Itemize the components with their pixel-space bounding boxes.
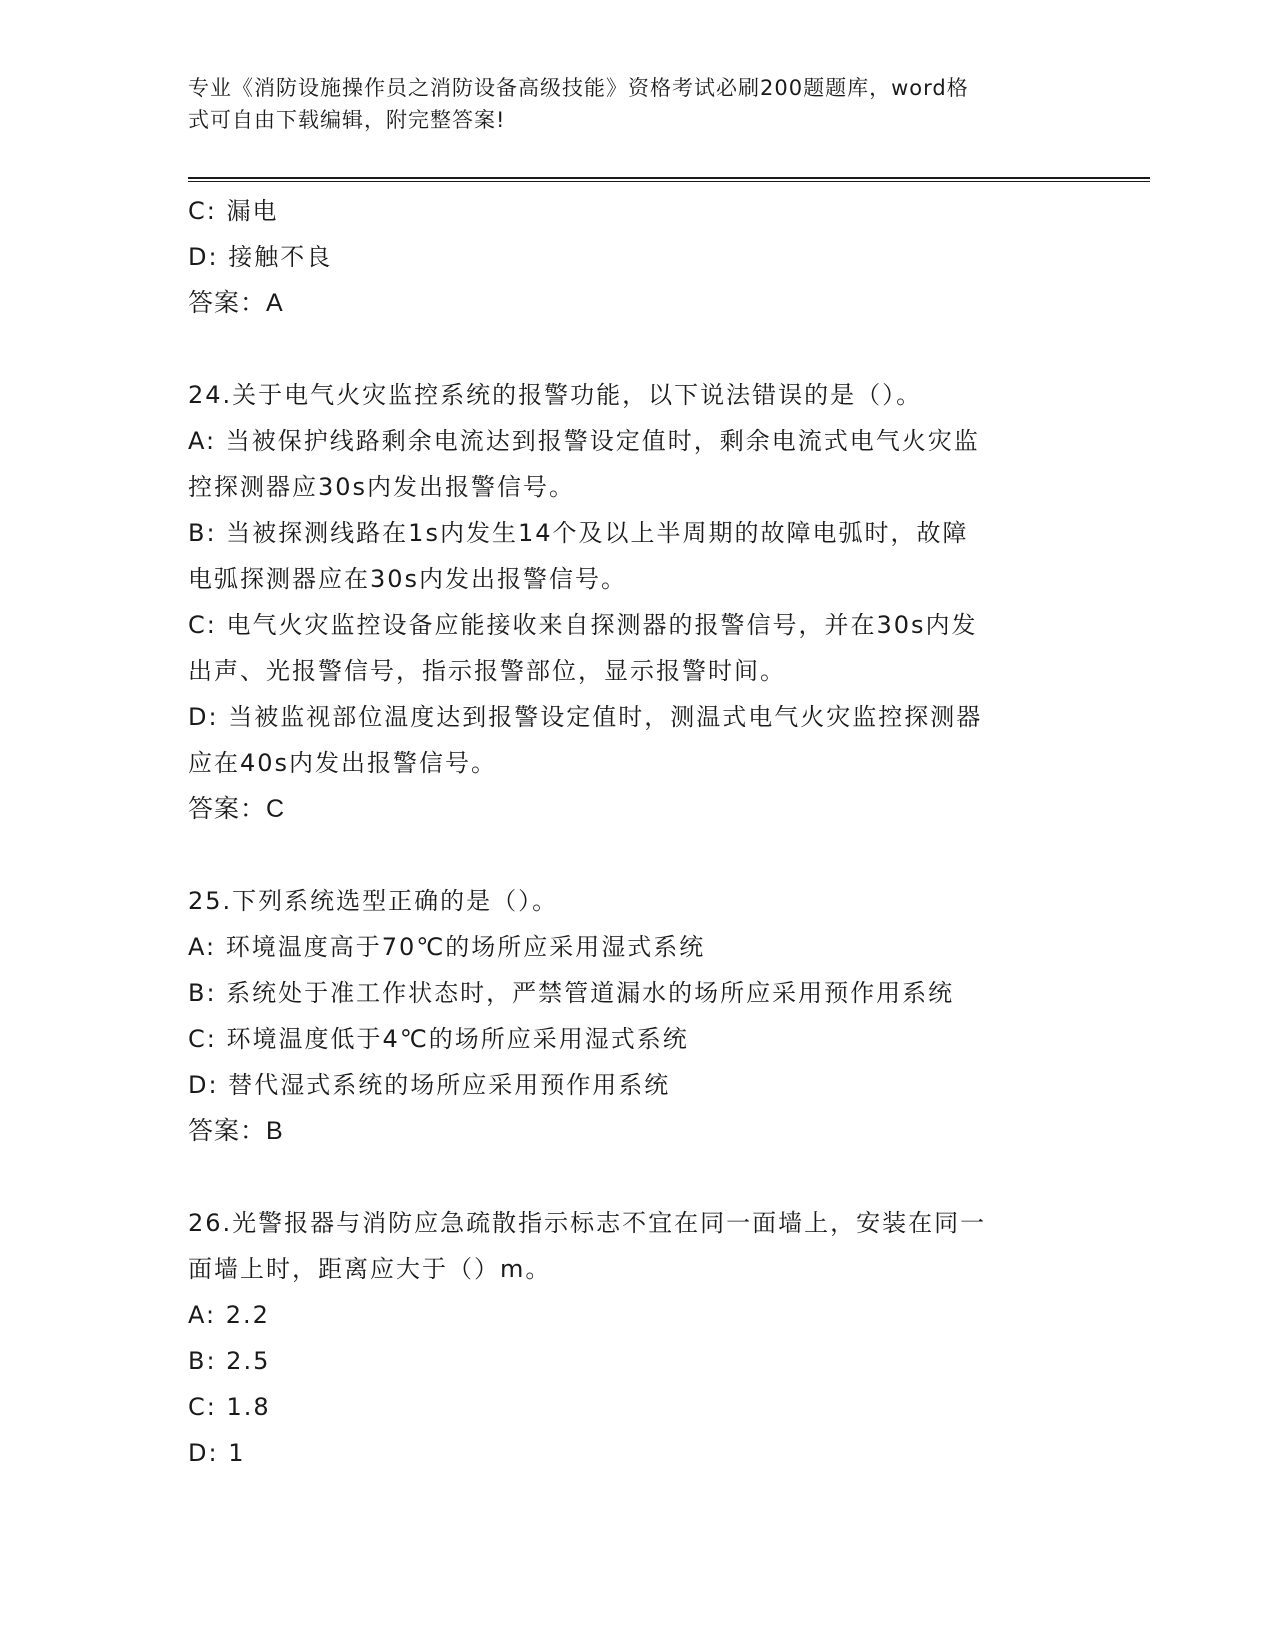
option-a: A: 当被保护线路剩余电流达到报警设定值时，剩余电流式电气火灾监 <box>188 427 980 455</box>
option-a: A: 环境温度高于70℃的场所应采用湿式系统 <box>188 933 706 961</box>
option-c: C: 电气火灾监控设备应能接收来自探测器的报警信号，并在30s内发 <box>188 611 978 639</box>
prev-question-block <box>188 188 1078 326</box>
answer-line: 答案：C <box>188 795 286 823</box>
option-c: C: 环境温度低于4℃的场所应采用湿式系统 <box>188 1025 689 1053</box>
header-line-1: 专业《消防设施操作员之消防设备高级技能》资格考试必刷200题题库，word格 <box>188 76 969 100</box>
question-25-block <box>188 878 1078 1154</box>
header-divider-thin <box>188 181 1150 182</box>
option-b: B: 2.5 <box>188 1347 271 1375</box>
option-d: D: 1 <box>188 1439 246 1467</box>
header-line-2: 式可自由下载编辑，附完整答案! <box>188 108 506 132</box>
option-d: D: 替代湿式系统的场所应采用预作用系统 <box>188 1071 671 1099</box>
option-c-cont: 出声、光报警信号，指示报警部位，显示报警时间。 <box>188 657 786 685</box>
question-stem: 24.关于电气火灾监控系统的报警功能，以下说法错误的是（）。 <box>188 381 923 409</box>
answer-line: 答案：B <box>188 1117 284 1145</box>
option-b: B: 系统处于准工作状态时，严禁管道漏水的场所应采用预作用系统 <box>188 979 955 1007</box>
option-b: B: 当被探测线路在1s内发生14个及以上半周期的故障电弧时，故障 <box>188 519 969 547</box>
header-divider-thick <box>188 177 1150 179</box>
spacer <box>188 1154 1078 1200</box>
question-stem-cont: 面墙上时，距离应大于（）m。 <box>188 1255 552 1283</box>
option-d-cont: 应在40s内发出报警信号。 <box>188 749 498 777</box>
question-24-block <box>188 372 1078 832</box>
question-stem: 25.下列系统选型正确的是（）。 <box>188 887 559 915</box>
option-d: D: 接触不良 <box>188 243 333 271</box>
option-d: D: 当被监视部位温度达到报警设定值时，测温式电气火灾监控探测器 <box>188 703 983 731</box>
option-c: C: 漏电 <box>188 197 279 225</box>
option-a: A: 2.2 <box>188 1301 270 1329</box>
option-a-cont: 控探测器应30s内发出报警信号。 <box>188 473 576 501</box>
question-stem: 26.光警报器与消防应急疏散指示标志不宜在同一面墙上，安装在同一 <box>188 1209 987 1237</box>
question-content <box>188 188 1078 1476</box>
option-c: C: 1.8 <box>188 1393 271 1421</box>
answer-line: 答案：A <box>188 289 284 317</box>
spacer <box>188 832 1078 878</box>
document-header <box>188 72 1068 136</box>
question-26-block <box>188 1200 1078 1476</box>
spacer <box>188 326 1078 372</box>
option-b-cont: 电弧探测器应在30s内发出报警信号。 <box>188 565 628 593</box>
